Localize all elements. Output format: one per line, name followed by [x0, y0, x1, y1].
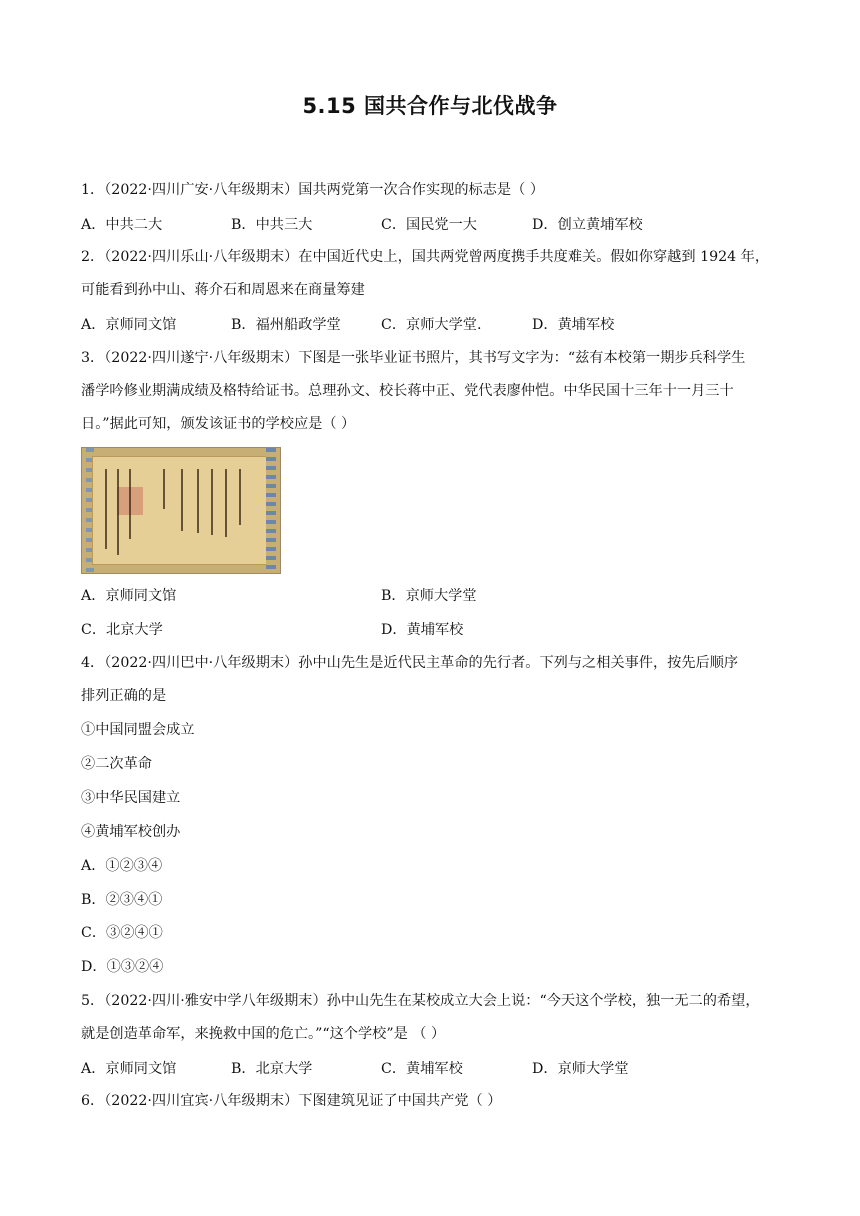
question-4-option-b: B．②③④① [81, 892, 163, 908]
question-3-option-a: A．京师同文馆 [81, 588, 177, 604]
question-4-item-1: ①中国同盟会成立 [81, 722, 195, 738]
question-1-option-b: B．中共三大 [231, 217, 313, 233]
question-4-option-d: D．①③②④ [81, 959, 164, 975]
question-2-option-a: A．京师同文馆 [81, 317, 177, 333]
page-title: 5.15 国共合作与北伐战争 [302, 94, 558, 118]
question-2-stem-line2: 可能看到孙中山、蒋介石和周恩来在商量筹建 [81, 282, 365, 298]
question-3-option-b: B．京师大学堂 [381, 588, 477, 604]
question-2-options [81, 314, 781, 334]
question-2-option-b: B．福州船政学堂 [231, 317, 341, 333]
question-4-stem-line1: 4．（2022·四川巴中·八年级期末）孙中山先生是近代民主革命的先行者。下列与之相关事件，按先后顺序 [81, 655, 739, 671]
question-2-option-d: D．黄埔军校 [532, 317, 615, 333]
question-4-stem-line2: 排列正确的是 [81, 688, 167, 704]
question-4-option-a: A．①②③④ [81, 858, 163, 874]
question-5-option-c: C．黄埔军校 [381, 1061, 463, 1077]
question-3-stem-line3: 日。”据此可知，颁发该证书的学校应是（ ） [81, 416, 356, 432]
question-1-options [81, 214, 781, 234]
question-1-option-c: C．国民党一大 [381, 217, 477, 233]
question-4-option-c: C．③②④① [81, 925, 163, 941]
graduation-certificate-photo [81, 447, 281, 574]
question-4-item-3: ③中华民国建立 [81, 790, 181, 806]
question-3-option-d: D．黄埔军校 [381, 622, 464, 638]
question-5-stem-line1: 5．（2022·四川·雅安中学八年级期末）孙中山先生在某校成立大会上说：“今天这个学校，独一无二的希望， [81, 993, 760, 1009]
question-5-options [81, 1058, 781, 1078]
question-3-options-row1 [81, 585, 781, 605]
question-1-stem: 1．（2022·四川广安·八年级期末）国共两党第一次合作实现的标志是（ ） [81, 182, 545, 198]
question-5-option-d: D．京师大学堂 [532, 1061, 629, 1077]
question-1-option-d: D．创立黄埔军校 [532, 217, 643, 233]
question-5-option-b: B．北京大学 [231, 1061, 313, 1077]
question-1-option-a: A．中共二大 [81, 217, 163, 233]
question-5-option-a: A．京师同文馆 [81, 1061, 177, 1077]
question-4-item-2: ②二次革命 [81, 756, 152, 772]
question-6-stem: 6．（2022·四川宜宾·八年级期末）下图建筑见证了中国共产党（ ） [81, 1093, 502, 1109]
question-5-stem-line2: 就是创造革命军，来挽救中国的危亡。”“这个学校”是 （ ） [81, 1026, 446, 1042]
question-3-options-row2 [81, 619, 781, 639]
question-3-option-c: C．北京大学 [81, 622, 163, 638]
question-3-stem-line1: 3．（2022·四川遂宁·八年级期末）下图是一张毕业证书照片，其书写文字为：“兹有本校第一期步兵科学生 [81, 350, 746, 366]
question-4-item-4: ④黄埔军校创办 [81, 824, 181, 840]
question-3-stem-line2: 潘学吟修业期满成绩及格特给证书。总理孙文、校长蒋中正、党代表廖仲恺。中华民国十三年十一月三十 [81, 383, 734, 399]
question-2-stem-line1: 2．（2022·四川乐山·八年级期末）在中国近代史上，国共两党曾两度携手共度难关。假如你穿越到 1924 年， [81, 249, 770, 265]
question-2-option-c: C．京师大学堂. [381, 317, 482, 333]
